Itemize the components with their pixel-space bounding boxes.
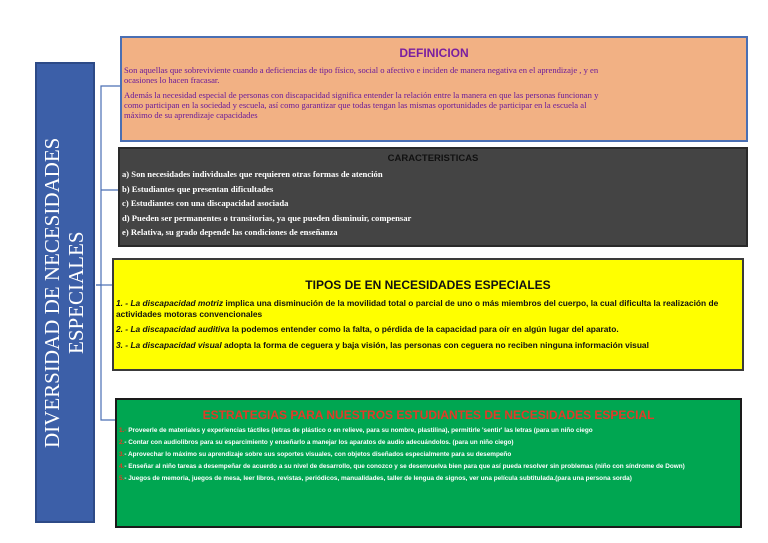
- definicion-box: [120, 36, 748, 142]
- tipo-text: adopta la forma de ceguera y baja visión, las personas con ceguera no reciben ninguna información visual: [221, 339, 649, 350]
- estrategia-item: [117, 439, 740, 447]
- caracteristicas-list: [120, 167, 746, 240]
- caracteristica-item: a) Son necesidades individuales que requieren otras formas de atención: [122, 169, 383, 179]
- estrategia-number: 5.: [119, 475, 125, 482]
- estrategia-text: - Juegos de memoria, juegos de mesa, leer libros, revistas, periódicos, manualidades, taller de lengua de signos, ver una película subtitulada.(para una persona sorda): [124, 475, 632, 482]
- tipo-prefix: 2. -: [116, 324, 131, 334]
- estrategia-item: [117, 451, 740, 459]
- tipo-prefix: 1. -: [116, 298, 131, 308]
- connector-definicion: [96, 86, 120, 285]
- caracteristica-item: b) Estudiantes que presentan dificultades: [122, 183, 274, 194]
- estrategia-text: Proveerle de materiales y experiencias táctiles (letras de plástico o en relieve, para su nombre, plastilina), permitirle 'sentir' las letras (para un niño ciego: [128, 427, 593, 434]
- estrategias-box: [115, 398, 742, 528]
- estrategia-number: 2.: [119, 439, 125, 446]
- tipo-item: [114, 298, 742, 319]
- tipos-box: [112, 258, 744, 371]
- estrategias-title: ESTRATEGIAS PARA NUESTROS ESTUDIANTES DE NECESIDADES ESPECIAL: [202, 408, 655, 422]
- estrategia-number: 1.-: [119, 427, 129, 434]
- caracteristica-item: d) Pueden ser permanentes o transitorias, ya que pueden disminuir, compensar: [122, 212, 412, 223]
- estrategia-item: [117, 463, 740, 471]
- tipo-term: La discapacidad motriz: [130, 298, 224, 308]
- tipos-title: TIPOS DE EN NECESIDADES ESPECIALES: [305, 278, 551, 292]
- estrategia-number: 4.: [119, 463, 125, 470]
- definicion-title: DEFINICION: [399, 46, 469, 60]
- tipo-item: [114, 324, 742, 335]
- estrategia-number: 3.: [119, 451, 125, 458]
- tipo-term: La discapacidad visual: [130, 339, 222, 350]
- caracteristica-item: e) Relativa, su grado depende las condiciones de enseñanza: [122, 227, 338, 237]
- tipo-item: [114, 340, 742, 351]
- definicion-paragraph-2: Además la necesidad especial de personas con discapacidad significa entender la relación entre la manera en que las personas funcionan y como participan en la sociedad y escuela, así como garantizar que todas tengan las mismas oportunidades de participar en la escuela al máximo de su aprendizaje capacidades: [124, 90, 599, 120]
- tipo-text: la podemos entender como la falta, o pérdida de la capacidad para oír en algún lugar del aparato.: [229, 324, 619, 334]
- estrategia-text: - Enseñar al niño tareas a desempeñar de acuerdo a su nivel de desarrollo, que conozco y se desenvuelva bien para que así pueda resolver sin problemas (niño con síndrome de Down): [124, 463, 685, 470]
- main-topic-box: [35, 62, 95, 523]
- caracteristica-item: c) Estudiantes con una discapacidad asociada: [122, 198, 289, 208]
- tipos-list: [114, 298, 742, 350]
- estrategias-list: [117, 427, 740, 483]
- estrategia-text: - Aprovechar lo máximo su aprendizaje sobre sus soportes visuales, con objetos diseñados especialmente para su desempeño: [124, 451, 512, 458]
- main-topic-title: DIVERSIDAD DE NECESIDADES ESPECIALES: [40, 137, 88, 448]
- caracteristicas-title: CARACTERISTICAS: [387, 153, 479, 164]
- tipo-text: implica una disminución de la movilidad total o parcial de uno o más miembros del cuerpo, la cual dificulta la realización de actividades motoras convencionales: [116, 298, 719, 319]
- tipo-term: La discapacidad auditiva: [130, 324, 230, 334]
- definicion-paragraph-1: Son aquellas que sobreviviente cuando a deficiencias de tipo físico, social o afectivo e inciden de manera negativa en el aprendizaje , y en ocasiones lo hacen fracasar.: [124, 65, 599, 85]
- estrategia-text: - Contar con audiolibros para su esparcimiento y enseñarlo a manejar los aparatos de audio adecuándolos. (para un niño ciego): [124, 439, 514, 446]
- tipo-prefix: 3. -: [116, 339, 131, 350]
- estrategia-item: [117, 475, 740, 483]
- caracteristicas-box: [118, 147, 748, 247]
- estrategia-item: [117, 427, 740, 435]
